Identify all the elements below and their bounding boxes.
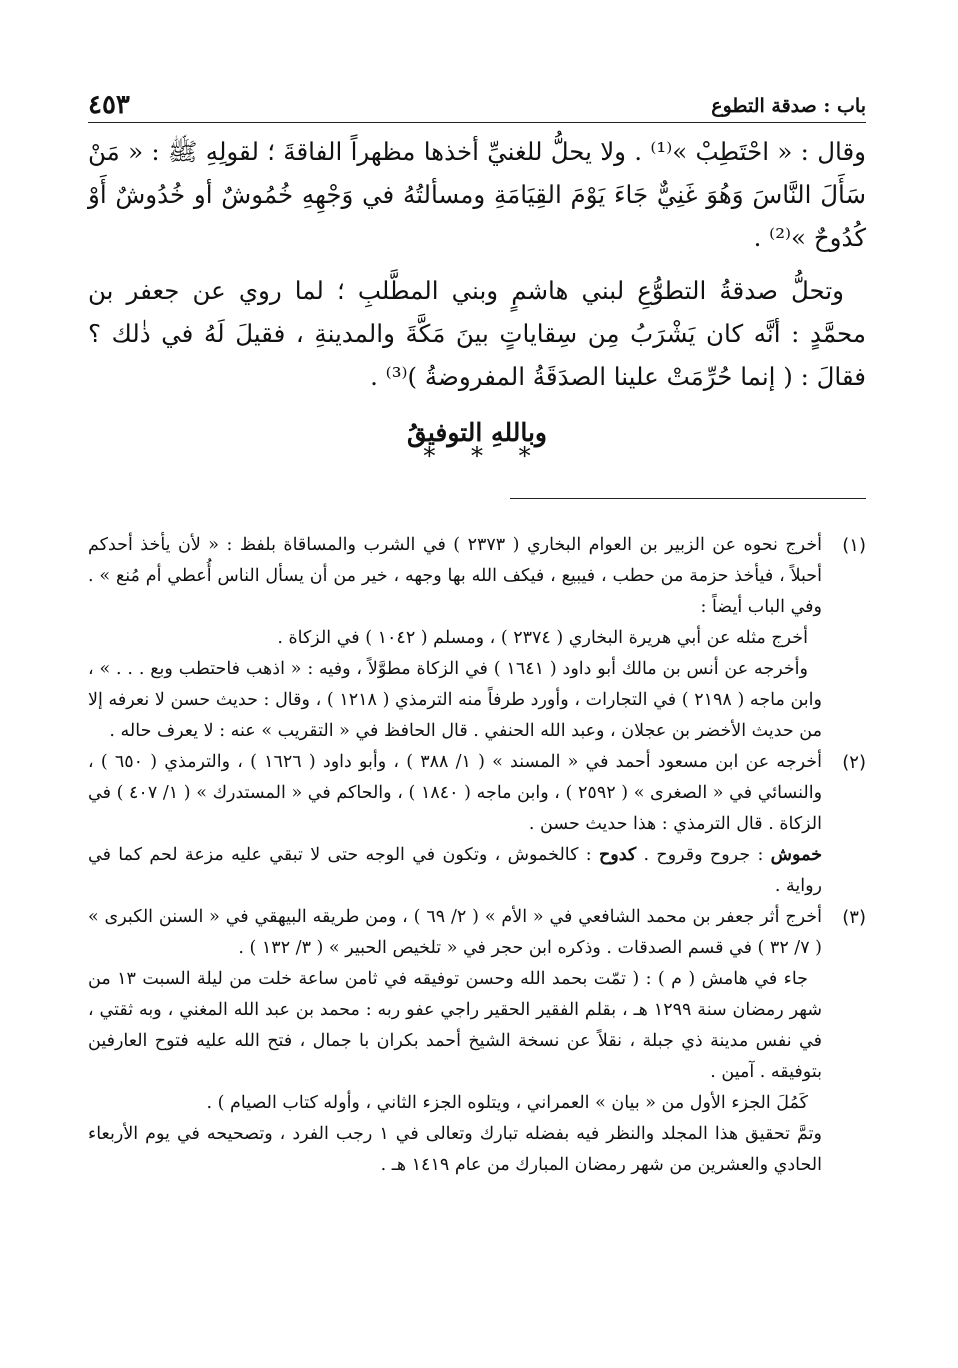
asterisk-ornament: *: [423, 442, 436, 470]
footnote-paragraph: جاء في هامش ( م ) : ( تمّت بحمد الله وحسن توفيقه في ثامن ساعة خلت من ليلة السبت ١٣ من شهر رمضان سنة ١٢٩٩ هـ ، بقلم الفقير الحقير راجي عفو ربه : محمد بن عبد الله المغني ، وبه ثقتي ، في نفس مدينة ذي جبلة ، نقلاً عن نسخة الشيخ أحمد بكران با جمال ، فتح الله عليه فتوح العارفين بتوفيقه . آمين .: [88, 969, 823, 1082]
footnote-paragraph: أخرج مثله عن أبي هريرة البخاري ( ٢٣٧٤ ) ، ومسلم ( ١٠٤٢ ) في الزكاة .: [277, 628, 808, 648]
main-text: [88, 130, 866, 398]
footnote-paragraph: أخرجه عن ابن مسعود أحمد في « المسند » ( ١/ ٣٨٨ ) ، وأبو داود ( ١٦٢٦ ) ، والترمذي ( ٦٥٠ ) ، والنسائي في « الصغرى » ( ٢٥٩٢ ) ، وابن ماجه ( ١٨٤٠ ) ، والحاكم في « المستدرك » ( ١/ ٤٠٧ ) في الزكاة . قال الترمذي : هذا حديث حسن .: [88, 752, 823, 834]
gloss-definition: : جروح وقروح .: [636, 845, 771, 865]
footnote-paragraph: أخرج أثر جعفر بن محمد الشافعي في « الأم » ( ٢/ ٦٩ ) ، ومن طريقه البيهقي في « السنن الكبرى » ( ٧/ ٣٢ ) في قسم الصدقات . وذكره ابن حجر في « تلخيص الحبير » ( ٣/ ١٣٢ ) .: [88, 907, 822, 958]
footnote-divider: [510, 498, 866, 499]
gloss-definition: : كالخموش ، وتكون في الوجه حتى لا تبقي عليه مزعة لحم كما في رواية .: [88, 845, 822, 896]
asterisk-ornament: *: [518, 442, 531, 470]
asterisk-ornament: *: [471, 442, 483, 470]
gloss-term: خموش: [770, 845, 823, 865]
chapter-title: باب : صدقة التطوع: [711, 95, 866, 117]
body-paragraph: وتحلُّ صدقةُ التطوُّعِ لبني هاشمٍ وبني المطَّلبِ ؛ لما روي عن جعفر بن محمَّدٍ : أنَّه كان يَشْرَبُ مِن سِقاياتٍ بينَ مَكَّةَ والمدينةِ ، فقيلَ لَهُ في ذٰلك ؟ فقالَ : ( إنما حُرِّمَتْ علينا الصدَقَةُ المفروضةُ )⁽³⁾ .: [88, 276, 866, 391]
gloss-term: كدوح: [598, 845, 637, 865]
page-number: ٤٥٣: [88, 90, 130, 120]
footnote-paragraph: وأخرجه عن أنس بن مالك أبو داود ( ١٦٤١ ) في الزكاة مطوَّلاً ، وفيه : « اذهب فاحتطب وبع . . . » ، وابن ماجه ( ٢١٩٨ ) في التجارات ، وأورد طرفاً منه الترمذي ( ١٢١٨ ) ، وقال : حديث حسن لا نعرفه إلا من حديث الأخضر بن عجلان ، وعبد الله الحنفي . قال الحافظ في « التقريب » عنه : لا يعرف حاله .: [88, 659, 822, 741]
footnote-paragraph: أخرج نحوه عن الزبير بن العوام البخاري ( ٢٣٧٣ ) في الشرب والمساقاة بلفظ : « لأن يأخذ أحدكم أحبلاً ، فيأخذ حزمة من حطب ، فيبيع ، فيكف الله بها وجهه ، خير من أن يسأل الناس أُعطي أم مُنع » . وفي الباب أيضاً :: [88, 535, 822, 617]
footnote-paragraph: كَمُلَ الجزء الأول من « بيان » العمراني ، ويتلوه الجزء الثاني ، وأوله كتاب الصيام ) .: [206, 1093, 808, 1113]
footnote: [88, 902, 866, 1181]
closing-phrase: وباللهِ التوفيقُ: [406, 418, 547, 447]
running-header: [88, 84, 866, 123]
footnote-number: (١): [842, 535, 866, 556]
footnote-number: (٢): [842, 752, 866, 773]
footnote-gloss: [88, 840, 822, 902]
footnotes: [88, 530, 866, 1181]
footnote: [88, 747, 866, 902]
body-paragraph: وقال : « احْتَطِبْ »⁽¹⁾ . ولا يحلُّ للغنيِّ أخذها مظهراً الفاقةَ ؛ لقولِهِ ﷺ : « مَنْ سَأَلَ النَّاسَ وَهُوَ غَنِيٌّ جَاءَ يَوْمَ القِيَامَةِ ومسألتُهُ في وَجْهِهِ خُمُوشٌ أو خُدُوشٌ أَوْ كُدُوحٌ »⁽²⁾ .: [88, 137, 867, 252]
footnote-number: (٣): [842, 907, 866, 928]
footnote: [88, 530, 866, 747]
section-separator: [88, 442, 866, 470]
footnote-paragraph: وتمَّ تحقيق هذا المجلد والنظر فيه بفضله تبارك وتعالى في ١ رجب الفرد ، وتصحيحه في يوم الأربعاء الحادي والعشرين من شهر رمضان المبارك من عام ١٤١٩ هـ .: [88, 1124, 823, 1175]
